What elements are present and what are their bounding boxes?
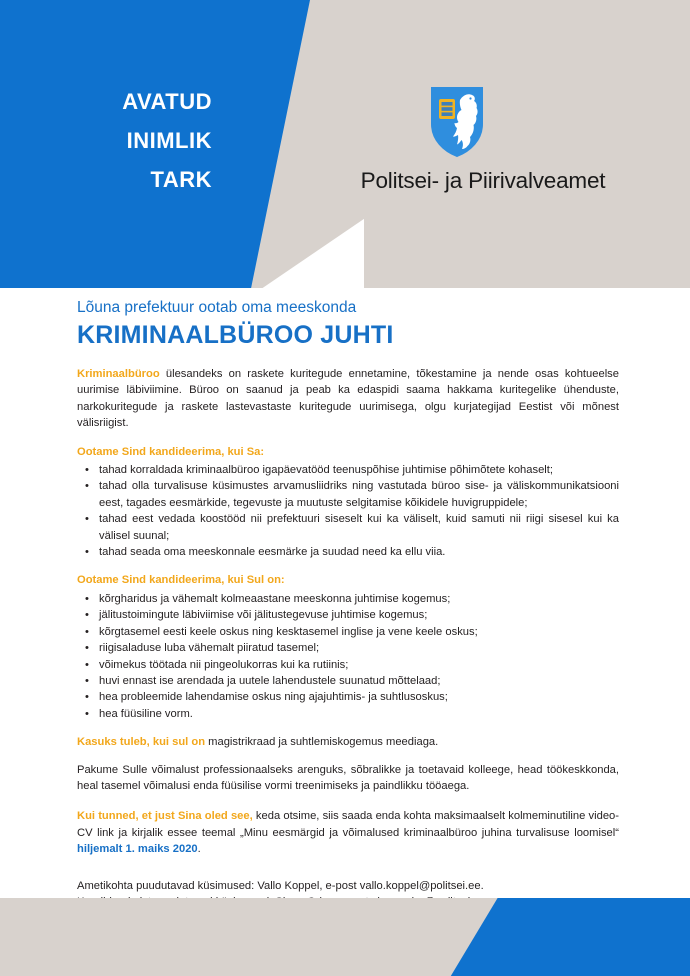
section-heading-duties: Ootame Sind kandideerima, kui Sa: xyxy=(77,445,265,458)
list-item: • tahad korraldada kriminaalbüroo igapäevatööd teenuspõhise juhtimise põhimõtete kohaselt; xyxy=(99,462,619,478)
deadline-suffix: . xyxy=(197,843,201,856)
intro-paragraph xyxy=(77,366,619,432)
list-item: • hea füüsiline vorm. xyxy=(99,706,619,722)
bonus-highlight: Kasuks tuleb, kui sul on xyxy=(77,736,206,749)
requirements-list xyxy=(77,591,619,722)
apply-paragraph xyxy=(77,808,619,857)
list-item: • tahad seada oma meeskonnale eesmärke ja suudad need ka ellu viia. xyxy=(99,544,619,560)
intro-highlight: Kriminaalbüroo xyxy=(77,368,160,380)
duties-list xyxy=(77,462,619,560)
slogan-block xyxy=(0,82,212,199)
list-item: • jälitustoimingute läbiviimise või jälitustegevuse juhtimise kogemus; xyxy=(99,607,619,623)
intro-body: ülesandeks on raskete kuritegude ennetamine, tõkestamine ja nende osas kohtueelse uurimise läbiviimine. Büroo on saanud ja peab ka edaspidi saama hakkama kuritegelike ühenduste, narkokuritegude ja raskete lastevastaste kuritegude uurimisega, olgu kurjategijad Eestist või mõnest välisriigist. xyxy=(77,368,619,430)
organization-name: Politsei- ja Piirivalveamet xyxy=(360,168,606,193)
application-deadline: hiljemalt 1. maiks 2020 xyxy=(77,843,198,856)
slogan-line-2: INIMLIK xyxy=(126,128,212,153)
apply-body: keda otsime, siis saada enda kohta maksimaalselt kolmeminutiline video-CV link ja kirjalik essee teemal „Minu eesmärgid ja võimalused kriminaalbüroo juhina turvalisuse loomisel“ xyxy=(77,810,620,839)
section-heading-requirements: Ootame Sind kandideerima, kui Sul on: xyxy=(77,574,285,587)
list-item: • tahad eest vedada koostööd nii prefektuuri siseselt kui ka väliselt, kuid samuti nii riigi sisesel kui ka välisel suunal; xyxy=(99,511,619,544)
page-title: KRIMINAALBÜROO JUHTI xyxy=(77,321,394,349)
list-item: • võimekus töötada nii pingeolukorras kui ka rutiinis; xyxy=(99,657,619,673)
job-posting-content xyxy=(77,298,619,911)
page-header xyxy=(0,0,690,288)
page-footer xyxy=(0,898,690,976)
offer-paragraph: Pakume Sulle võimalust professionaalseks arenguks, sõbralikke ja toetavaid kolleege, head töökeskkonda, heal tasemel võimalusi enda füüsilise vormi treenimiseks ja paindlikku tööaega. xyxy=(77,763,619,792)
list-item: • kõrgtasemel eesti keele oskus ning kesktasemel inglise ja vene keele oskus; xyxy=(99,624,619,640)
organization-logo xyxy=(318,86,648,201)
bonus-paragraph xyxy=(77,734,619,750)
slogan-line-1: AVATUD xyxy=(122,89,212,114)
list-item: • kõrgharidus ja vähemalt kolmeaastane meeskonna juhtimise kogemus; xyxy=(99,591,619,607)
police-shield-lion-icon xyxy=(430,86,484,158)
list-item: • huvi ennast ise arendada ja uutele lahendustele suunatud mõttelaad; xyxy=(99,673,619,689)
contact-position-questions: Ametikohta puudutavad küsimused: Vallo Koppel, e-post vallo.koppel@politsei.ee. xyxy=(77,879,484,892)
eyebrow-text: Lõuna prefektuur ootab oma meeskonda xyxy=(77,299,357,316)
list-item: • hea probleemide lahendamise oskus ning ajajuhtimis- ja suhtlusoskus; xyxy=(99,689,619,705)
apply-highlight: Kui tunned, et just Sina oled see, xyxy=(77,810,253,823)
bonus-body: magistrikraad ja suhtlemiskogemus meediaga. xyxy=(205,736,439,749)
list-item: • riigisaladuse luba vähemalt piiratud tasemel; xyxy=(99,640,619,656)
list-item: • tahad olla turvalisuse küsimustes arvamusliidriks ning vastutada büroo sise- ja väliskommunikatsiooni eest, tagades eesmärkide, tegevuste ja muutuste selgitamise kõikidele huvigruppidele; xyxy=(99,478,619,511)
slogan-line-3: TARK xyxy=(150,167,212,192)
